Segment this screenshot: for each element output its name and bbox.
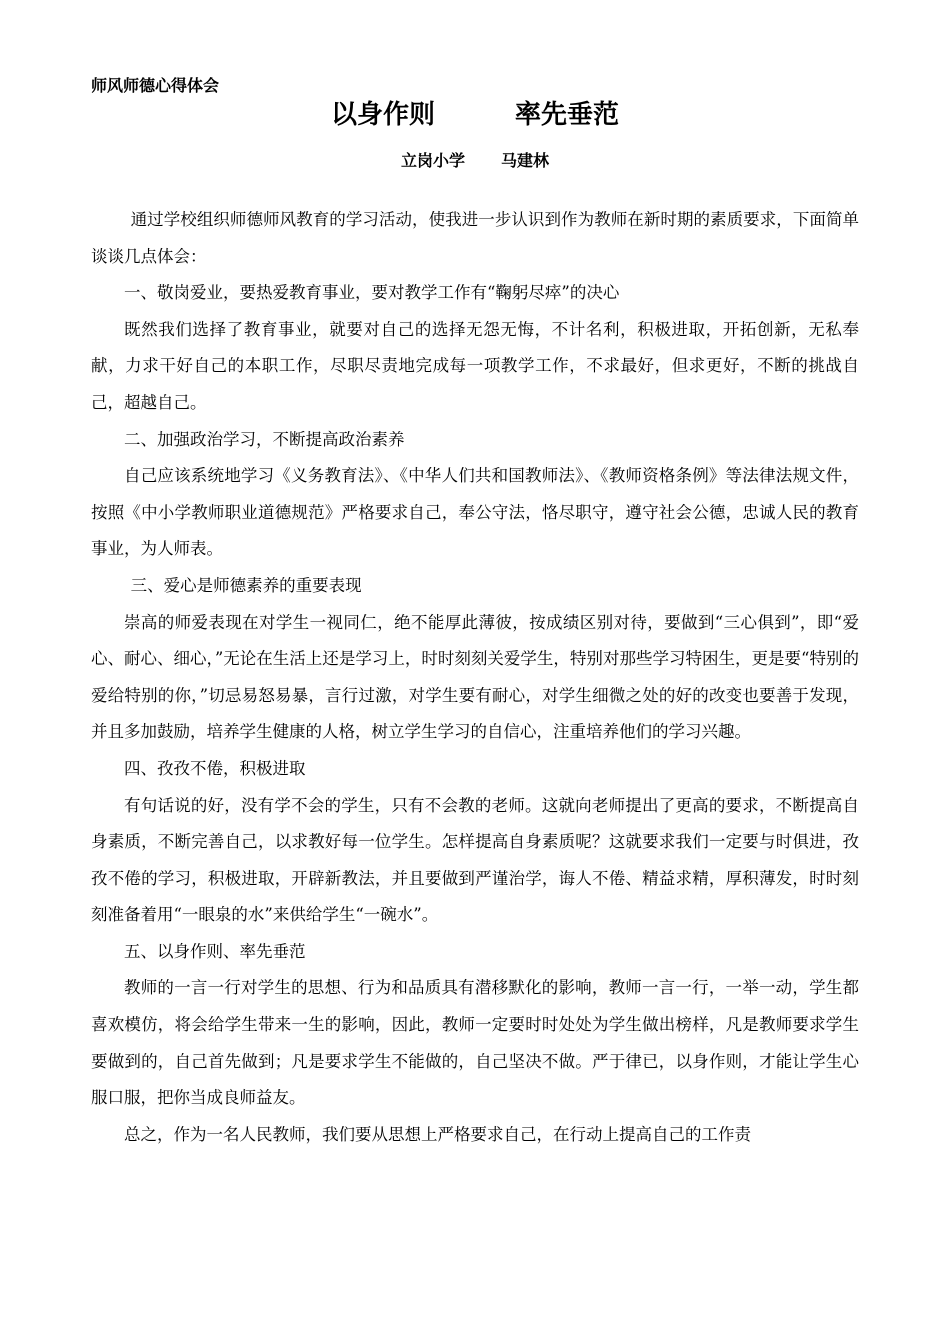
- paragraph-5: 教师的一言一行对学生的思想、行为和品质具有潜移默化的影响，教师一言一行，一举一动，学生都喜欢模仿，将会给学生带来一生的影响，因此，教师一定要时时处处为学生做出榜样，凡是教师要求学生要做到的，自己首先做到；凡是要求学生不能做的，自己坚决不做。严于律已，以身作则，才能让学生心服口服，把你当成良师益友。: [91, 978, 859, 1108]
- paragraph-1: 既然我们选择了教育事业，就要对自己的选择无怨无悔，不计名利，积极进取，开拓创新，无私奉献，力求干好自己的本职工作，尽职尽责地完成每一项教学工作，不求最好，但求更好，不断的挑战自己，超越自己。: [91, 319, 859, 412]
- school-name: 立岗小学: [400, 151, 465, 170]
- section-heading-1: 一、敬岗爱业，要热爱教育事业，要对教学工作有“鞠躬尽瘁”的决心: [124, 283, 620, 303]
- paragraph-intro: 通过学校组织师德师风教育的学习活动，使我进一步认识到作为教师在新时期的素质要求，下面简单谈谈几点体会：: [91, 210, 859, 266]
- paragraph-4: 有句话说的好，没有学不会的学生，只有不会教的老师。这就向老师提出了更高的要求，不断提高自身素质，不断完善自己，以求教好每一位学生。怎样提高自身素质呢？这就要求我们一定要与时俱进，孜孜不倦的学习，积极进取，开辟新教法，并且要做到严谨治学，诲人不倦、精益求精，厚积薄发，时时刻刻准备着用“一眼泉的水”来供给学生“一碗水”。: [91, 795, 859, 925]
- section-heading-2: 二、加强政治学习，不断提高政治素养: [124, 429, 405, 449]
- title-part-2: 率先垂范: [515, 100, 620, 130]
- document-title: [0, 95, 950, 135]
- section-heading-3: 三、爱心是师德素养的重要表现: [130, 575, 362, 595]
- byline: [0, 148, 950, 174]
- paragraph-3: 崇高的师爱表现在对学生一视同仁，绝不能厚此薄彼，按成绩区别对待，要做到“三心俱到”，即“爱心、耐心、细心，”无论在生活上还是学习上，时时刻刻关爱学生，特别对那些学习特困生，更是要“特别的爱给特别的你，”切忌易怒易暴，言行过激，对学生要有耐心，对学生细微之处的好的改变也要善于发现，并且多加鼓励，培养学生健康的人格，树立学生学习的自信心，注重培养他们的学习兴趣。: [91, 612, 859, 742]
- section-heading-5: 五、以身作则、率先垂范: [124, 941, 306, 961]
- document-label: 师风师德心得体会: [91, 76, 220, 95]
- section-heading-4: 四、孜孜不倦，积极进取: [124, 758, 306, 778]
- author-name: 马建林: [501, 151, 550, 170]
- title-part-1: 以身作则: [330, 100, 435, 130]
- paragraph-conclusion: 总之，作为一名人民教师，我们要从思想上严格要求自己，在行动上提高自己的工作责: [124, 1124, 751, 1144]
- paragraph-2: 自己应该系统地学习《义务教育法》、《中华人们共和国教师法》、《教师资格条例》等法律法规文件，按照《中小学教师职业道德规范》严格要求自己，奉公守法，恪尽职守，遵守社会公德，忠诚人民的教育事业，为人师表。: [91, 466, 859, 559]
- body-text: [91, 202, 859, 1153]
